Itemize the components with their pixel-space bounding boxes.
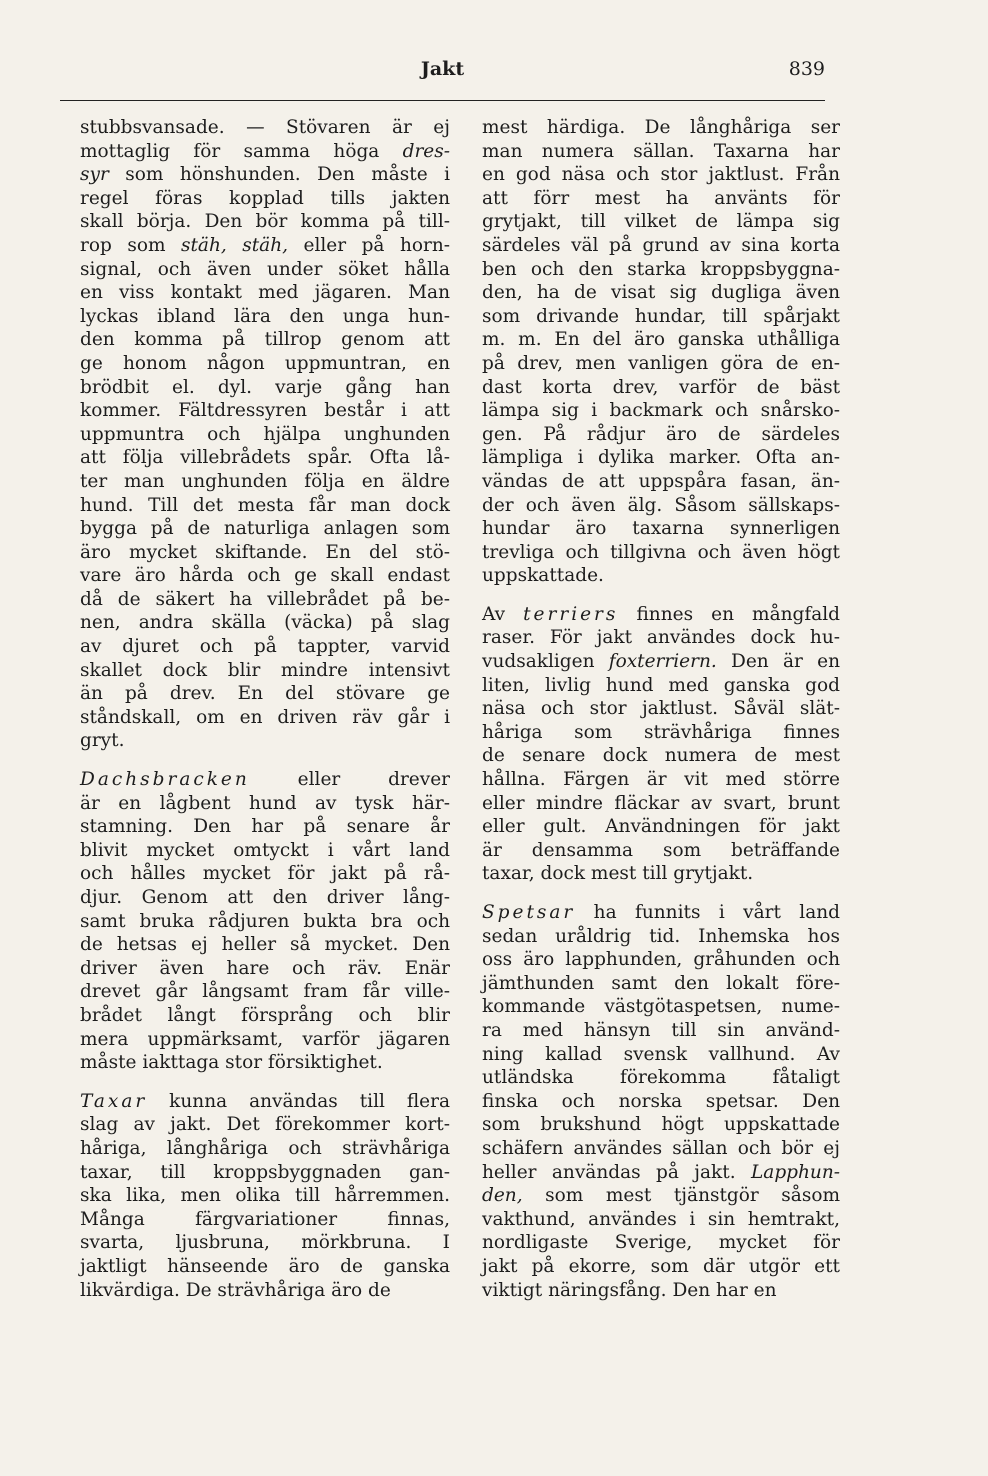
text-line: vudsakligen foxterriern. Den är en: [482, 651, 840, 673]
text-line: djur. Genom att den driver lång-: [80, 887, 450, 908]
text-line: hund. Till det mesta får man dock: [80, 494, 450, 516]
text-line: att följa villebrådets spår. Ofta lå-: [80, 447, 450, 469]
text-line: blivit mycket omtyckt i vårt land: [80, 839, 450, 861]
text-line: som brukshund högt uppskattade: [482, 1114, 840, 1136]
text-line: drevet går långsamt fram får ville-: [80, 981, 450, 1003]
page-header: [60, 58, 825, 98]
text-line: näsa och stor jaktlust. Såväl slät-: [482, 698, 840, 720]
text-line: regel föras kopplad tills jakten: [80, 187, 450, 209]
spaced-term: Taxar: [80, 1090, 148, 1112]
paragraph: [482, 901, 840, 1302]
text-line: att förr mest ha använts för: [482, 187, 840, 209]
text-line: och hålles mycket för jakt på rå-: [80, 863, 450, 885]
text-line: jämthunden samt den lokalt före-: [482, 972, 840, 994]
text-line: oss äro lapphunden, gråhunden och: [482, 949, 840, 971]
text-line: sedan uråldrig tid. Inhemska hos: [482, 925, 840, 947]
text-line: nordligaste Sverige, mycket för: [482, 1232, 840, 1254]
text-line: eller mindre fläckar av svart, brunt: [482, 792, 840, 814]
text-line: hållna. Färgen är vit med större: [482, 769, 840, 791]
text-line: den, ha de visat sig dugliga även: [482, 282, 840, 304]
text-line: nen, andra skälla (väcka) på slag: [80, 612, 450, 634]
text-line: eller gult. Användningen för jakt: [482, 816, 840, 838]
text-line: ning kallad svensk vallhund. Av: [482, 1043, 840, 1065]
text-line: äro mycket skiftande. En del stö-: [80, 541, 450, 563]
paragraph: [482, 603, 840, 886]
text-line: måste iakttaga stor försiktighet.: [80, 1052, 383, 1074]
text-line: håriga, långhåriga och strävhåriga: [80, 1137, 450, 1159]
left-column: [80, 116, 450, 1317]
paragraph: [80, 1090, 450, 1302]
text-line: ståndskall, om en driven räv går i: [80, 706, 450, 728]
text-line: hundar äro taxarna synnerligen: [482, 518, 840, 540]
text-line: taxar, till kroppsbyggnaden gan-: [80, 1161, 450, 1183]
running-title: Jakt: [420, 58, 465, 80]
text-line: stubbsvansade. — Stövaren är ej: [80, 117, 450, 138]
text-line: mest härdiga. De långhåriga ser: [482, 117, 840, 138]
text-line: man numera sällan. Taxarna har: [482, 140, 840, 162]
text-line: en viss kontakt med jägaren. Man: [80, 282, 450, 304]
text-line: vakthund, användes i sin hemtrakt,: [482, 1208, 840, 1230]
text-line: ska lika, men olika till hårremmen.: [80, 1185, 450, 1207]
text-line: vare äro hårda och ge skall endast: [80, 565, 450, 587]
text-line: lämpliga i dylika marker. Ofta an-: [482, 447, 840, 469]
paragraph: [482, 116, 840, 588]
text-line: kommande västgötaspetsen, nume-: [482, 996, 840, 1018]
text-line: likvärdiga. De strävhåriga äro de: [80, 1279, 391, 1301]
text-line: skall börja. Den bör komma på till-: [80, 211, 450, 233]
text-line: håriga som strävhåriga finnes: [482, 721, 840, 743]
text-line: der och även älg. Såsom sällskaps-: [482, 494, 840, 516]
text-line: rop som stäh, stäh, eller på horn-: [80, 234, 451, 256]
spaced-term: Spetsar: [482, 902, 576, 923]
text-line: bygga på de naturliga anlagen som: [80, 518, 450, 540]
text-line: trevliga och tillgivna och även högt: [482, 541, 840, 563]
text-line: ter man unghunden följa en äldre: [80, 470, 450, 492]
text-line: de hetsas ej heller så mycket. Den: [80, 934, 450, 956]
text-line: syr som hönshunden. Den måste i: [80, 164, 450, 186]
text-line: utländska förekomma fåtaligt: [482, 1067, 840, 1089]
text-line: liten, livlig hund med ganska god: [482, 674, 840, 696]
text-line: lämpa sig i backmark och snårsko-: [482, 400, 840, 422]
text-line: de senare dock numera de mest: [482, 745, 840, 767]
text-line: på drev, men vanligen göra de en-: [482, 352, 840, 374]
text-line: som drivande hundar, till spårjakt: [482, 305, 840, 327]
text-line: jaktligt hänseende äro de ganska: [80, 1255, 450, 1277]
text-line: lyckas ibland lära den unga hun-: [80, 305, 450, 327]
text-line: svarta, ljusbruna, mörkbruna. I: [80, 1232, 450, 1254]
text-line: vändas de att uppspåra fasan, än-: [482, 470, 840, 492]
paragraph: [80, 116, 450, 753]
text-line: kommer. Fältdressyren består i att: [80, 400, 450, 422]
spaced-term: terriers: [523, 603, 619, 625]
text-line: den komma på tillrop genom att: [80, 329, 450, 351]
text-line: brödbit el. dyl. varje gång han: [80, 376, 450, 398]
text-line: ben och den starka kroppsbyggna-: [482, 258, 840, 280]
text-line: signal, och även under söket hålla: [80, 258, 450, 280]
text-line: heller användas på jakt. Lapphun-: [482, 1161, 840, 1183]
text-line: en god näsa och stor jaktlust. Från: [482, 164, 840, 186]
text-line: av djuret och på tappter, varvid: [80, 636, 450, 658]
spaced-term: Dachsbracken: [80, 769, 250, 791]
text-line: än på drev. En del stövare ge: [80, 683, 450, 705]
text-line: skallet dock blir mindre intensivt: [80, 659, 450, 681]
text-line: slag av jakt. Det förekommer kort-: [80, 1114, 450, 1136]
page-number: 839: [788, 58, 825, 80]
text-line: gryt.: [80, 730, 125, 752]
text-line: finska och norska spetsar. Den: [482, 1090, 840, 1112]
text-line: m. m. En del äro ganska uthålliga: [482, 329, 840, 351]
text-line: raser. För jakt användes dock hu-: [482, 627, 840, 649]
right-column: [482, 116, 840, 1317]
text-line: Spetsar ha funnits i vårt land: [482, 902, 840, 923]
text-line: Dachsbracken eller drever: [80, 769, 450, 791]
text-line: taxar, dock mest till grytjakt.: [482, 863, 754, 885]
text-line: Många färgvariationer finnas,: [80, 1208, 450, 1230]
text-line: driver även hare och räv. Enär: [80, 957, 450, 979]
text-line: Taxar kunna användas till flera: [80, 1090, 450, 1112]
text-line: gen. På rådjur äro de särdeles: [482, 423, 840, 445]
text-line: är en lågbent hund av tysk här-: [80, 792, 450, 814]
text-line: mera uppmärksamt, varför jägaren: [80, 1028, 450, 1050]
text-line: uppmuntra och hjälpa unghunden: [80, 423, 450, 445]
text-line: brådet långt försprång och blir: [80, 1004, 450, 1026]
text-line: då de säkert ha villebrådet på be-: [80, 588, 450, 610]
text-line: är densamma som beträffande: [482, 839, 840, 861]
text-line: Av terriers finnes en mångfald: [482, 603, 840, 625]
text-line: ge honom någon uppmuntran, en: [80, 352, 450, 374]
text-line: den, som mest tjänstgör såsom: [482, 1185, 840, 1207]
text-line: viktigt näringsfång. Den har en: [482, 1279, 777, 1301]
text-line: grytjakt, till vilket de lämpa sig: [482, 211, 840, 233]
text-line: stamning. Den har på senare år: [80, 816, 450, 838]
text-line: schäfern användes sällan och bör ej: [482, 1137, 840, 1159]
text-line: samt bruka rådjuren bukta bra och: [80, 910, 450, 932]
text-line: jakt på ekorre, som där utgör ett: [482, 1255, 840, 1277]
header-rule: [60, 100, 825, 101]
text-line: ra med hänsyn till sin använd-: [482, 1019, 840, 1041]
text-line: särdeles väl på grund av sina korta: [482, 234, 840, 256]
text-line: dast korta drev, varför de bäst: [482, 376, 840, 398]
paragraph: [80, 768, 450, 1075]
text-line: uppskattade.: [482, 565, 604, 587]
text-line: mottaglig för samma höga dres-: [80, 140, 450, 162]
